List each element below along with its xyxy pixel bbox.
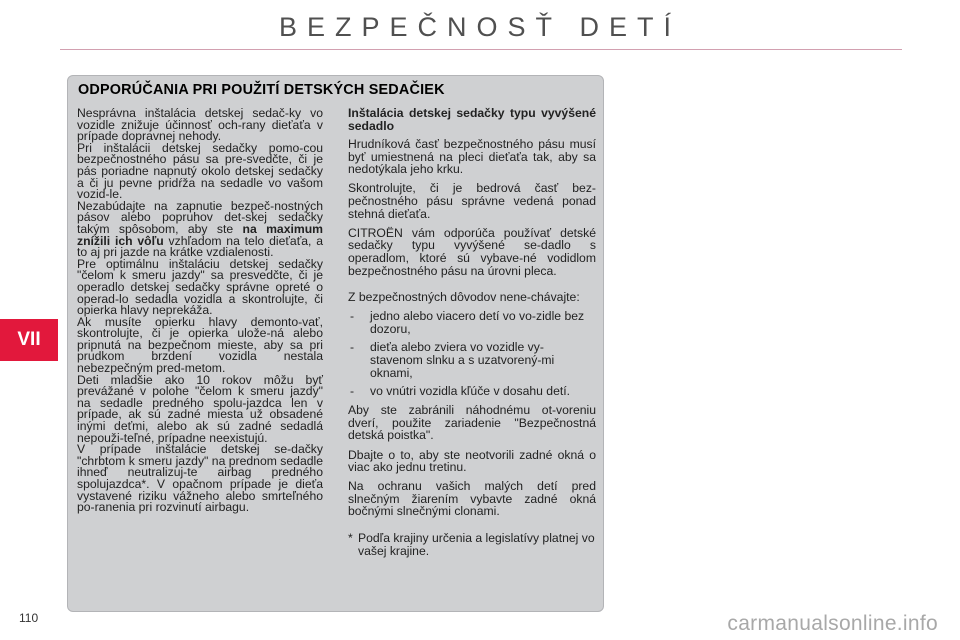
list-item: - jedno alebo viacero detí vo vo-zidle bez dozoru, <box>348 310 596 335</box>
warning-list <box>348 310 596 398</box>
paragraph: Ak musíte opierku hlavy demonto-vať, skontrolujte, či je opierka ulože-ná alebo pripnutá na bezpečnom mieste, aby sa pri prudkom brzdení vozidla nestala nebezpečným pred-metom. <box>77 314 323 376</box>
footnote-mark: * <box>348 531 353 546</box>
paragraph: Dbajte o to, aby ste neotvorili zadné okná o viac ako jednu tretinu. <box>348 447 596 475</box>
section-subheading: Inštalácia detskej sedačky typu vyvýšené sedadlo <box>348 106 596 133</box>
paragraph: Deti mladšie ako 10 rokov môžu byť prevážané v polohe "čelom k smeru jazdy" na sedadle predného spolu-jazdca len v prípade, ak sú zadné miesta už obsadené inými deťmi, alebo ak sú zadné sedadlá nepouži-teľné, prípadne neexistujú. <box>77 372 323 445</box>
text-run: Nezabúdajte na zapnutie bezpeč-nostných pásov alebo popruhov det-skej sedačky takým spôsobom, aby ste <box>77 198 323 236</box>
paragraph: Pri inštalácii detskej sedačky pomo-cou bezpečnostného pásu sa pre-svedčte, či je pás poriadne napnutý okolo detskej sedačky a či ju pevne pridŕža na sedadle vo vašom vozid-le. <box>77 140 323 202</box>
chapter-tab <box>0 319 58 361</box>
list-item: - vo vnútri vozidla kľúče v dosahu detí. <box>348 385 596 398</box>
footnote-text: Podľa krajiny určenia a legislatívy platnej vo vašej krajine. <box>358 531 595 558</box>
paragraph: Hrudníková časť bezpečnostného pásu musí byť umiestnená na pleci dieťaťa tak, aby sa nedotýkala jeho krku. <box>348 137 596 177</box>
right-column <box>348 107 596 564</box>
paragraph: Z bezpečnostných dôvodov nene-chávajte: <box>348 290 580 305</box>
page-number: 110 <box>19 611 39 625</box>
paragraph: Pre optimálnu inštaláciu detskej sedačky "čelom k smeru jazdy" sa presvedčte, či je operadlo detskej sedačky správne opreté o operad-lo sedadla vozidla a skontrolujte, či opierka hlavy neprekáža. <box>77 256 323 318</box>
text-run: vzhľadom na telo dieťaťa, a to aj pri jazde na krátke vzdialenosti. <box>77 233 323 260</box>
paragraph: CITROËN vám odporúča používať detské sedačky typu vyvýšené se-dadlo s operadlom, ktoré sú vybave-né vodidlom bezpečnostného pásu na úrovni pleca. <box>348 225 596 278</box>
paragraph: V prípade inštalácie detskej se-dačky "chrbtom k smeru jazdy" na prednom sedadle ihneď neutralizuj-te airbag predného spolujazdca*. V opačnom prípade je dieťa vystavené riziku vážneho alebo smrteľného po-ranenia pri rozvinutí airbagu. <box>77 442 323 515</box>
panel-heading: ODPORÚČANIA PRI POUŽITÍ DETSKÝCH SEDAČIEK <box>78 82 445 98</box>
title-divider <box>60 49 902 50</box>
footnote <box>348 532 596 557</box>
paragraph <box>77 198 323 260</box>
paragraph: Skontrolujte, či je bedrová časť bez-pečnostného pásu správne vedená ponad stehná dieťaťa. <box>348 181 596 221</box>
paragraph: Na ochranu vašich malých detí pred slnečným žiarením vybavte zadné okná bočnými slnečnými clonami. <box>348 479 596 519</box>
paragraph: Nesprávna inštalácia detskej sedač-ky vo vozidle znižuje účinnosť och-rany dieťaťa v prípade dopravnej nehody. <box>77 106 323 144</box>
paragraph: Aby ste zabránili náhodnému ot-voreniu dverí, použite zariadenie "Bezpečnostná detská poistka". <box>348 403 596 443</box>
chapter-tab-label: VII <box>17 329 41 350</box>
watermark: carmanualsonline.info <box>727 612 938 635</box>
recommendations-panel <box>67 75 604 612</box>
left-column <box>77 108 323 514</box>
list-item: - dieťa alebo zviera vo vozidle vy-stavenom slnku a s uzatvorený-mi oknami, <box>348 341 596 379</box>
page-title: BEZPEČNOSŤ DETÍ <box>278 12 682 42</box>
emphasis-text: na maximum znížili ich vôľu <box>77 221 323 248</box>
